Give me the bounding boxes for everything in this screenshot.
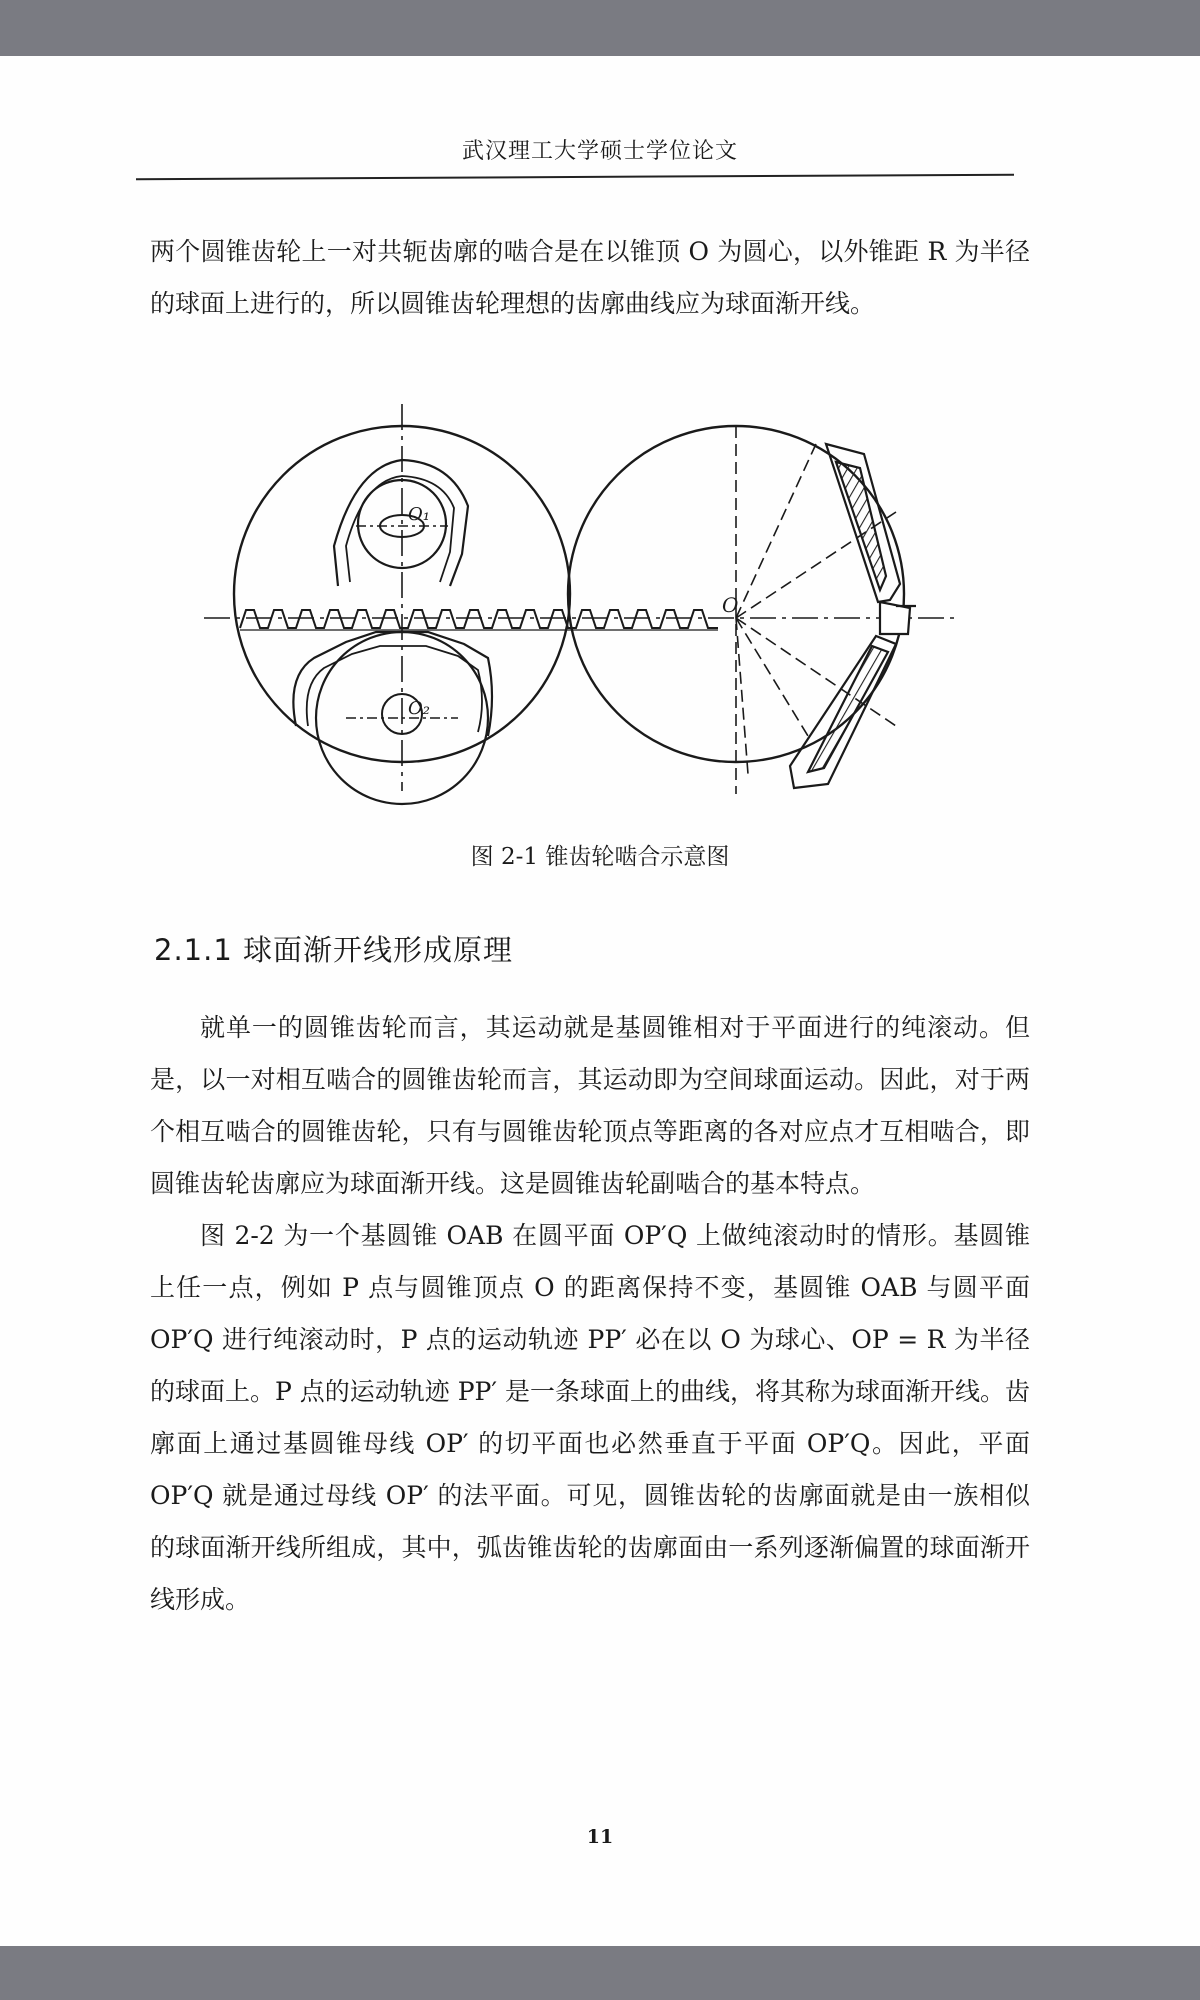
viewer-bottom-bar [0,1946,1200,2000]
intro-paragraph: 两个圆锥齿轮上一对共轭齿廓的啮合是在以锥顶 O 为圆心，以外锥距 R 为半径的球面上进行的，所以圆锥齿轮理想的齿廓曲线应为球面渐开线。 [150,237,1030,318]
body-paragraph-2: 图 2-2 为一个基圆锥 OAB 在圆平面 OP′Q 上做纯滚动时的情形。基圆锥上任一点，例如 P 点与圆锥顶点 O 的距离保持不变，基圆锥 OAB 与圆平面 OP′Q 进行纯滚动时，P 点的运动轨迹 PP′ 必在以 O 为球心、OP = R 为半径的球面上。P 点的运动轨迹 PP′ 是一条球面上的曲线，将其称为球面渐开线。齿廓面上通过基圆锥母线 OP′ 的切平面也必然垂直于平面 OP′Q。因此，平面 OP′Q 就是通过母线 OP′ 的法平面。可见，圆锥齿轮的齿廓面就是由一族相似的球面渐开线所组成，其中，弧齿锥齿轮的齿廓面由一系列逐渐偏置的球面渐开线形成。 [150,1221,1030,1614]
document-page [0,56,1200,1946]
gear-o2 [293,632,492,804]
label-o: O [722,593,739,617]
figure-bevel-gear-meshing [196,396,966,816]
running-header: 武汉理工大学硕士学位论文 [461,139,738,164]
gear-o1 [334,460,468,586]
label-o2: O₂ [408,698,430,719]
label-o1: O₁ [408,504,430,525]
rack-teeth [240,610,718,628]
section-heading: 2.1.1 球面渐开线形成原理 [154,933,514,967]
viewer-top-bar [0,0,1200,56]
bevel-gear-section [790,444,916,788]
figure-caption: 图 2-1 锥齿轮啮合示意图 [470,844,730,870]
body-paragraph-1: 就单一的圆锥齿轮而言，其运动就是基圆锥相对于平面进行的纯滚动。但是，以一对相互啮合的圆锥齿轮而言，其运动即为空间球面运动。因此，对于两个相互啮合的圆锥齿轮，只有与圆锥齿轮顶点等距离的各对应点才互相啮合，即圆锥齿轮齿廓应为球面渐开线。这是圆锥齿轮副啮合的基本特点。 [150,1013,1030,1198]
page-number: 11 [586,1826,614,1848]
bevel-gear-diagram [196,396,966,816]
